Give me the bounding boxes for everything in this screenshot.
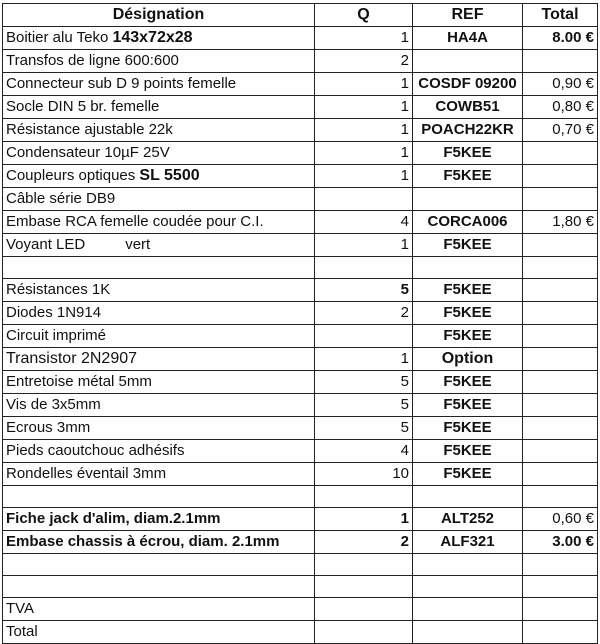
ref-cell: [413, 257, 523, 279]
table-row: [3, 348, 598, 371]
designation-cell: Transfos de ligne 600:600: [3, 50, 315, 73]
table-row: [3, 211, 598, 234]
designation-cell: Connecteur sub D 9 points femelle: [3, 73, 315, 96]
total-cell: [523, 142, 598, 165]
ref-cell: [413, 486, 523, 508]
grand-total-value: [523, 621, 598, 644]
table-row: [3, 50, 598, 73]
designation-cell: Embase RCA femelle coudée pour C.I.: [3, 211, 315, 234]
ref-cell: F5KEE: [413, 463, 523, 486]
ref-cell: POACH22KR: [413, 119, 523, 142]
ref-cell: [413, 50, 523, 73]
total-cell: 0,90 €: [523, 73, 598, 96]
quantity-cell: 2: [315, 302, 413, 325]
quantity-cell: 4: [315, 211, 413, 234]
designation-cell: [3, 165, 315, 188]
designation-cell: [3, 27, 315, 50]
table-row: [3, 188, 598, 211]
designation-cell: Transistor 2N2907: [3, 348, 315, 371]
designation-text: Coupleurs optiques: [6, 167, 140, 184]
total-cell: 1,80 €: [523, 211, 598, 234]
quantity-cell: [315, 325, 413, 348]
quantity-cell: 1: [315, 234, 413, 257]
ref-cell: ALT252: [413, 508, 523, 531]
ref-cell: F5KEE: [413, 417, 523, 440]
table-row: [3, 508, 598, 531]
designation-text: Boitier alu Teko: [6, 29, 113, 46]
table-row: [3, 554, 598, 576]
total-cell: [523, 325, 598, 348]
table-row: [3, 119, 598, 142]
tva-label: TVA: [3, 598, 315, 621]
ref-cell: Option: [413, 348, 523, 371]
quantity-cell: 1: [315, 508, 413, 531]
quantity-cell: 1: [315, 96, 413, 119]
ref-cell: ALF321: [413, 531, 523, 554]
total-cell: 8.00 €: [523, 27, 598, 50]
table-row: [3, 279, 598, 302]
quantity-cell: [315, 257, 413, 279]
ref-cell: F5KEE: [413, 165, 523, 188]
designation-cell: Ecrous 3mm: [3, 417, 315, 440]
total-cell: 3.00 €: [523, 531, 598, 554]
ref-cell: [413, 576, 523, 598]
header-ref: REF: [413, 4, 523, 27]
quantity-cell: 1: [315, 165, 413, 188]
quantity-cell: 1: [315, 142, 413, 165]
designation-cell: [3, 554, 315, 576]
header-quantity: Q: [315, 4, 413, 27]
quantity-cell: 5: [315, 371, 413, 394]
designation-cell: [3, 576, 315, 598]
table-row: [3, 394, 598, 417]
ref-cell: F5KEE: [413, 394, 523, 417]
designation-cell: Rondelles éventail 3mm: [3, 463, 315, 486]
table-row: [3, 73, 598, 96]
header-row: [3, 4, 598, 27]
total-cell: [523, 554, 598, 576]
total-cell: [523, 302, 598, 325]
ref-cell: [413, 554, 523, 576]
quantity-cell: [315, 598, 413, 621]
designation-cell: [3, 486, 315, 508]
header-designation: Désignation: [3, 4, 315, 27]
total-cell: [523, 417, 598, 440]
designation-cell: Résistances 1K: [3, 279, 315, 302]
designation-cell: Circuit imprimé: [3, 325, 315, 348]
quantity-cell: 4: [315, 440, 413, 463]
total-cell: [523, 486, 598, 508]
table-row: [3, 96, 598, 119]
designation-color: vert: [125, 236, 151, 253]
table-row: [3, 142, 598, 165]
parts-list-table: [2, 3, 598, 644]
quantity-cell: 2: [315, 531, 413, 554]
total-cell: [523, 440, 598, 463]
designation-model: SL 5500: [139, 167, 200, 184]
table-row: [3, 531, 598, 554]
quantity-cell: 10: [315, 463, 413, 486]
total-cell: [523, 257, 598, 279]
ref-cell: F5KEE: [413, 234, 523, 257]
quantity-cell: 1: [315, 73, 413, 96]
ref-cell: [413, 598, 523, 621]
quantity-cell: [315, 554, 413, 576]
ref-cell: [413, 621, 523, 644]
quantity-cell: 1: [315, 27, 413, 50]
quantity-cell: [315, 486, 413, 508]
designation-cell: [3, 234, 315, 257]
total-cell: [523, 576, 598, 598]
total-cell: [523, 279, 598, 302]
quantity-cell: 5: [315, 394, 413, 417]
total-row: [3, 621, 598, 644]
table-row: [3, 486, 598, 508]
total-label: Total: [3, 621, 315, 644]
quantity-cell: 1: [315, 119, 413, 142]
total-cell: [523, 394, 598, 417]
quantity-cell: [315, 576, 413, 598]
table-row: [3, 325, 598, 348]
total-cell: [523, 234, 598, 257]
ref-cell: F5KEE: [413, 302, 523, 325]
designation-cell: Diodes 1N914: [3, 302, 315, 325]
designation-dimensions: 143x72x28: [112, 29, 193, 46]
table-row: [3, 440, 598, 463]
quantity-cell: 5: [315, 279, 413, 302]
tva-value: [523, 598, 598, 621]
table-row: [3, 165, 598, 188]
designation-cell: [3, 257, 315, 279]
tva-row: [3, 598, 598, 621]
designation-cell: Fiche jack d'alim, diam.2.1mm: [3, 508, 315, 531]
ref-cell: F5KEE: [413, 279, 523, 302]
ref-cell: F5KEE: [413, 325, 523, 348]
ref-cell: CORCA006: [413, 211, 523, 234]
quantity-cell: 5: [315, 417, 413, 440]
total-cell: [523, 188, 598, 211]
designation-cell: Entretoise métal 5mm: [3, 371, 315, 394]
table-row: [3, 257, 598, 279]
table-row: [3, 27, 598, 50]
ref-cell: F5KEE: [413, 371, 523, 394]
designation-text: Voyant LED: [6, 236, 86, 253]
table-row: [3, 371, 598, 394]
total-cell: [523, 371, 598, 394]
quantity-cell: 2: [315, 50, 413, 73]
ref-cell: [413, 188, 523, 211]
table-row: [3, 417, 598, 440]
ref-cell: F5KEE: [413, 142, 523, 165]
table-row: [3, 302, 598, 325]
total-cell: [523, 50, 598, 73]
designation-cell: Socle DIN 5 br. femelle: [3, 96, 315, 119]
ref-cell: COSDF 09200: [413, 73, 523, 96]
total-cell: [523, 348, 598, 371]
table-row: [3, 234, 598, 257]
designation-cell: Résistance ajustable 22k: [3, 119, 315, 142]
designation-cell: Câble série DB9: [3, 188, 315, 211]
quantity-cell: 1: [315, 348, 413, 371]
designation-cell: Vis de 3x5mm: [3, 394, 315, 417]
table-row: [3, 576, 598, 598]
total-cell: 0,60 €: [523, 508, 598, 531]
table-row: [3, 463, 598, 486]
ref-cell: HA4A: [413, 27, 523, 50]
designation-cell: Condensateur 10µF 25V: [3, 142, 315, 165]
ref-cell: COWB51: [413, 96, 523, 119]
total-cell: 0,80 €: [523, 96, 598, 119]
ref-cell: F5KEE: [413, 440, 523, 463]
quantity-cell: [315, 188, 413, 211]
quantity-cell: [315, 621, 413, 644]
total-cell: [523, 463, 598, 486]
total-cell: 0,70 €: [523, 119, 598, 142]
designation-cell: Pieds caoutchouc adhésifs: [3, 440, 315, 463]
header-total: Total: [523, 4, 598, 27]
designation-cell: Embase chassis à écrou, diam. 2.1mm: [3, 531, 315, 554]
total-cell: [523, 165, 598, 188]
